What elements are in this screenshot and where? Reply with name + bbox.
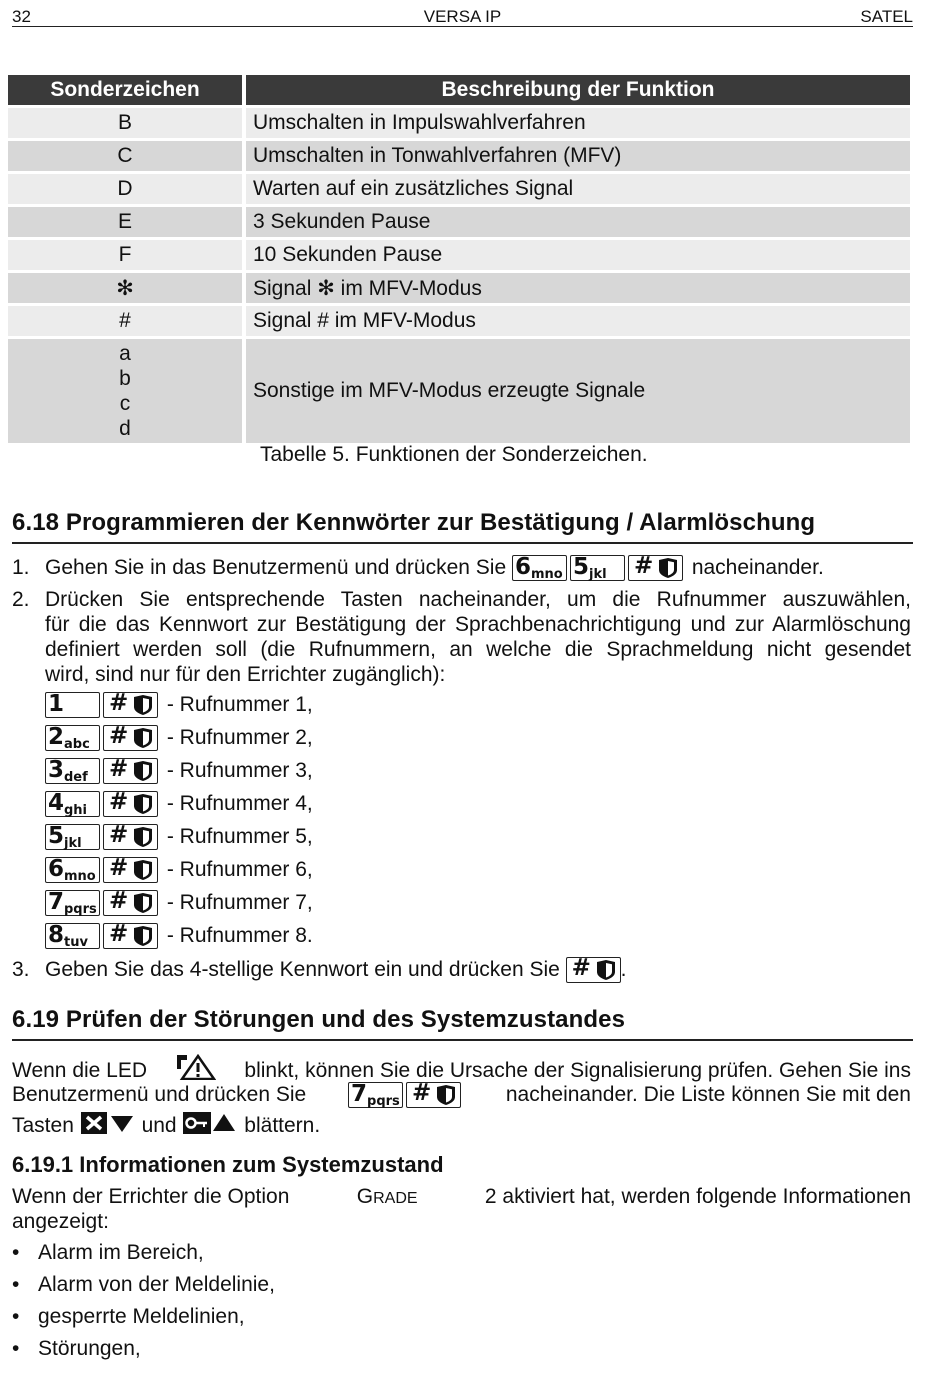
key-digit: 2 abc — [45, 725, 100, 751]
key-digit: 4 ghi — [45, 791, 100, 817]
paragraph-line: angezeigt: — [12, 1210, 109, 1233]
cell-char — [8, 339, 242, 443]
key-digit: 1 — [45, 692, 100, 718]
key-digit: 8 tuv — [45, 923, 100, 949]
cell-desc: Signal # im MFV-Modus — [246, 306, 910, 336]
text-line: wird, sind nur für den Errichter zugänglich): — [45, 663, 446, 686]
hash-shield-key-icon: # — [103, 725, 158, 751]
list-item — [12, 1337, 141, 1361]
table-row — [8, 108, 910, 138]
hash-shield-key-icon: # — [103, 692, 158, 718]
table-caption: Tabelle 5. Funktionen der Sonderzeichen. — [260, 443, 648, 466]
table-row — [8, 174, 910, 204]
list-item — [45, 857, 313, 883]
cell-char: F — [8, 240, 242, 270]
list-item — [12, 1241, 204, 1265]
desc-text: im MFV-Modus — [334, 276, 482, 300]
phone-label: - Rufnummer 4, — [166, 792, 313, 815]
cell-desc — [246, 273, 910, 303]
desc-text: Signal — [253, 276, 318, 300]
char-c: c — [119, 392, 131, 415]
cell-char: # — [8, 306, 242, 336]
list-item — [45, 725, 313, 751]
hash-shield-key-icon: # — [103, 857, 158, 883]
hash-shield-key-icon: # — [628, 555, 683, 581]
step-number: 2. — [12, 588, 30, 611]
key-7-pqrs: 7 pqrs — [348, 1082, 403, 1108]
page-header — [12, 4, 913, 27]
cell-char: ✻ — [8, 273, 242, 303]
cell-desc: Umschalten in Impulswahlverfahren — [246, 108, 910, 138]
step-text: Gehen Sie in das Benutzermenü und drücken Sie — [45, 556, 507, 579]
hash-shield-key-icon: # — [406, 1082, 461, 1108]
list-item — [12, 1305, 245, 1329]
x-down-arrow-key-icon — [80, 1110, 136, 1143]
document-title: VERSA IP — [423, 7, 502, 26]
list-item — [12, 1273, 275, 1297]
page-number: 32 — [12, 7, 31, 26]
section-heading-6-18: 6.18 Programmieren der Kennwörter zur Bestätigung / Alarmlöschung — [12, 509, 913, 544]
section-heading-6-19: 6.19 Prüfen der Störungen und des Systemzustandes — [12, 1006, 913, 1041]
cell-char: E — [8, 207, 242, 237]
list-item — [45, 791, 313, 817]
asterisk-symbol: ✻ — [317, 276, 335, 300]
phone-label: - Rufnummer 1, — [166, 693, 313, 716]
phone-label: - Rufnummer 8. — [166, 924, 313, 947]
grade-option — [357, 1184, 418, 1212]
hash-shield-key-icon: # — [103, 890, 158, 916]
table-row — [8, 273, 910, 303]
list-item — [45, 692, 313, 718]
paragraph-line — [12, 1082, 911, 1108]
bullet-icon: • — [12, 1241, 20, 1264]
key-6-mno: 6 mno — [512, 555, 567, 581]
cell-char: B — [8, 108, 242, 138]
bullet-text: Störungen, — [38, 1337, 141, 1360]
step-text: Geben Sie das 4-stellige Kennwort ein und drücken Sie — [45, 958, 560, 981]
table-row — [8, 240, 910, 270]
bullet-text: Alarm im Bereich, — [38, 1241, 204, 1264]
table-row — [8, 339, 910, 443]
phone-label: - Rufnummer 6, — [166, 858, 313, 881]
cell-char: D — [8, 174, 242, 204]
hash-shield-key-icon: # — [103, 791, 158, 817]
key-digit: 7 pqrs — [45, 890, 100, 916]
char-a: a — [119, 342, 131, 365]
step-end: . — [620, 958, 627, 981]
text: G — [356, 1185, 374, 1208]
table-row — [8, 306, 910, 336]
text: blättern. — [244, 1114, 321, 1138]
step-end: nacheinander. — [691, 556, 824, 579]
text: Tasten — [12, 1114, 74, 1138]
bullet-icon: • — [12, 1305, 20, 1328]
paragraph-line — [12, 1110, 320, 1143]
cell-desc: Warten auf ein zusätzliches Signal — [246, 174, 910, 204]
list-item — [45, 824, 313, 850]
step-3 — [12, 957, 627, 983]
key-5-jkl: 5 jkl — [570, 555, 625, 581]
subsection-heading-6-19-1: 6.19.1 Informationen zum Systemzustand — [12, 1152, 444, 1177]
text: Wenn der Errichter die Option — [12, 1185, 290, 1208]
text: 2 aktiviert hat, werden folgende Informationen — [484, 1185, 911, 1208]
phone-label: - Rufnummer 5, — [166, 825, 313, 848]
step-1 — [12, 555, 824, 581]
table-row — [8, 141, 910, 171]
text: Benutzermenü und drücken Sie — [12, 1083, 307, 1107]
bullet-text: gesperrte Meldelinien, — [38, 1305, 245, 1328]
col-header-special-char: Sonderzeichen — [8, 75, 242, 105]
cell-desc: Umschalten in Tonwahlverfahren (MFV) — [246, 141, 910, 171]
key-up-arrow-key-icon — [182, 1110, 238, 1143]
cell-desc: 3 Sekunden Pause — [246, 207, 910, 237]
paragraph-line — [12, 1184, 911, 1212]
col-header-description: Beschreibung der Funktion — [246, 75, 910, 105]
cell-desc: 10 Sekunden Pause — [246, 240, 910, 270]
text-line: Drücken Sie entsprechende Tasten nacheinander, um die Rufnummer auszuwählen, — [45, 588, 911, 611]
step-number: 3. — [12, 958, 30, 981]
key-digit: 6 mno — [45, 857, 100, 883]
list-item — [45, 758, 313, 784]
list-item — [45, 923, 313, 949]
table-row — [8, 207, 910, 237]
text-line: für die das Kennwort zur Bestätigung der Sprachbenachrichtigung und zur Alarmlöschung — [45, 613, 911, 636]
text: und — [141, 1114, 177, 1138]
bullet-icon: • — [12, 1337, 20, 1360]
hash-shield-key-icon: # — [566, 957, 621, 983]
char-b: b — [119, 367, 131, 390]
hash-shield-key-icon: # — [103, 758, 158, 784]
text-line: definiert werden soll (die Rufnummern, an welche die Sprachmeldung nicht gesendet — [45, 638, 911, 661]
key-digit: 3 def — [45, 758, 100, 784]
hash-shield-key-icon: # — [103, 824, 158, 850]
brand-name: SATEL — [860, 7, 913, 26]
char-d: d — [119, 417, 131, 440]
list-item — [45, 890, 313, 916]
cell-char: C — [8, 141, 242, 171]
text: blinkt, können Sie die Ursache der Signalisierung prüfen. Gehen Sie ins — [244, 1058, 911, 1082]
special-characters-table — [4, 72, 914, 446]
text: RADE — [373, 1190, 418, 1207]
phone-label: - Rufnummer 3, — [166, 759, 313, 782]
text: Wenn die LED — [12, 1058, 148, 1082]
key-digit: 5 jkl — [45, 824, 100, 850]
bullet-text: Alarm von der Meldelinie, — [38, 1273, 275, 1296]
hash-shield-key-icon: # — [103, 923, 158, 949]
phone-label: - Rufnummer 7, — [166, 891, 313, 914]
step-number: 1. — [12, 556, 30, 579]
step-2-text — [45, 587, 911, 687]
phone-label: - Rufnummer 2, — [166, 726, 313, 749]
table-header-row — [8, 75, 910, 105]
bullet-icon: • — [12, 1273, 20, 1296]
cell-desc: Sonstige im MFV-Modus erzeugte Signale — [246, 339, 910, 443]
text: nacheinander. Die Liste können Sie mit den — [505, 1083, 911, 1107]
